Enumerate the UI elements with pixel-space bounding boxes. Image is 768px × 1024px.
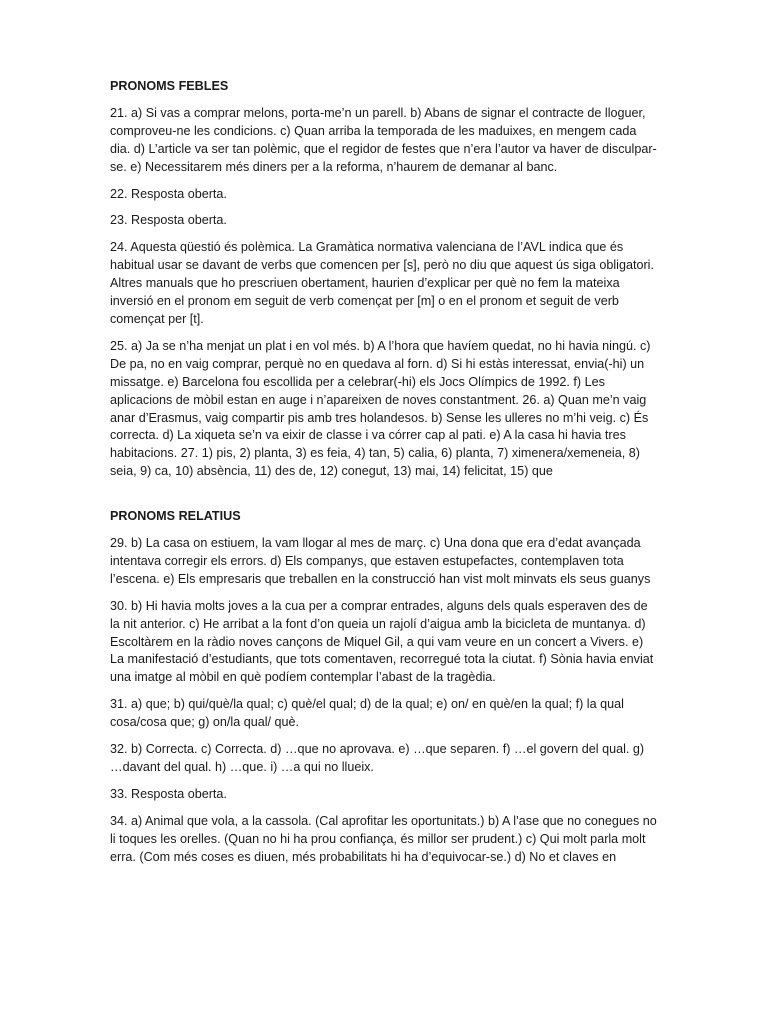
paragraph: 22. Resposta oberta. (110, 186, 227, 201)
paragraph: 29. b) La casa on estiuem, la vam llogar al mes de març. c) Una dona que era d’edat avançada intentava corregir els errors. d) Els companys, que estaven estupefactes, contemplaven tota l’escena. e) Els empresaris que treballen en la construcció han vist molt minvats els seus guanys (110, 536, 651, 586)
section-pronoms-febles (110, 78, 658, 481)
section-pronoms-relatius (110, 508, 658, 866)
paragraph: 25. a) Ja se n’ha menjat un plat i en vol més. b) A l’hora que havíem quedat, no hi havia ningú. c) De pa, no en vaig comprar, perquè no en quedava al forn. d) Si hi estàs interessat, envia(-hi) un missatge. e) Barcelona fou escollida per a celebrar(-hi) els Jocs Olímpics de 1992. f) Les aplicacions de mòbil estan en auge i n’apareixen de noves constantment. 26. a) Quan me’n vaig anar d’Erasmus, vaig compartir pis amb tres holandesos. b) Sense les ulleres no m’hi veig. c) És correcta. d) La xiqueta se’n va eixir de classe i va córrer cap al pati. e) A la casa hi havia tres habitacions. 27. 1) pis, 2) planta, 3) es feia, 4) tan, 5) calia, 6) planta, 7) ximenera/xemeneia, 8) seia, 9) ca, 10) absència, 11) des de, 12) conegut, 13) mai, 14) felicitat, 15) que (110, 338, 651, 479)
paragraph: 24. Aquesta qüestió és polèmica. La Gramàtica normativa valenciana de l’AVL indica que és habitual usar se davant de verbs que comencen per [s], però no diu que aquest ús siga obligatori. Altres manuals que ho prescriuen obertament, haurien d’explicar per què no fem la mateixa inversió en el pronom em seguit de verb començat per [m] o en el pronom et seguit de verb començat per [t]. (110, 240, 654, 326)
section-heading: PRONOMS FEBLES (110, 79, 229, 93)
section-spacer (110, 490, 658, 508)
paragraph: 31. a) que; b) qui/què/la qual; c) què/el qual; d) de la qual; e) on/ en què/en la qual; f) la qual cosa/cosa que; g) on/la qual/ què. (110, 697, 624, 730)
paragraph: 33. Resposta oberta. (110, 786, 227, 801)
section-heading: PRONOMS RELATIUS (110, 509, 241, 524)
document-page (110, 78, 658, 876)
paragraph: 30. b) Hi havia molts joves a la cua per a comprar entrades, alguns dels quals esperaven des de la nit anterior. c) He arribat a la font d’on queia un rajolí d’aigua amb la bicicleta de muntanya. d) Escoltàrem en la ràdio noves cançons de Miquel Gil, a qui vam veure en un concert a Vivers. e) La manifestació d’estudiants, que tots comentaven, recorregué tota la ciutat. f) Sònia havia enviat una imatge al mòbil en què podíem contemplar l’abast de la tragèdia. (110, 598, 654, 685)
paragraph: 23. Resposta oberta. (110, 213, 227, 228)
paragraph: 34. a) Animal que vola, a la cassola. (Cal aprofitar les oportunitats.) b) A l’ase que no conegues no li toques les orelles. (Quan no hi ha prou confiança, és millor ser prudent.) c) Qui molt parla molt erra. (Com més coses es diuen, més probabilitats hi ha d’equivocar-se.) d) No et claves en (110, 813, 657, 864)
paragraph: 32. b) Correcta. c) Correcta. d) …que no aprovava. e) …que separen. f) …el govern del qual. g) …davant del qual. h) …que. i) …a qui no llueix. (110, 742, 645, 774)
paragraph: 21. a) Si vas a comprar melons, porta-me’n un parell. b) Abans de signar el contracte de lloguer, comproveu-ne les condicions. c) Quan arriba la temporada de les maduixes, en mengem cada dia. d) L’article va ser tan polèmic, que el regidor de festes que n’era l’autor va haver de disculpar-se. e) Necessitarem més diners per a la reforma, n’haurem de demanar al banc. (110, 105, 657, 174)
